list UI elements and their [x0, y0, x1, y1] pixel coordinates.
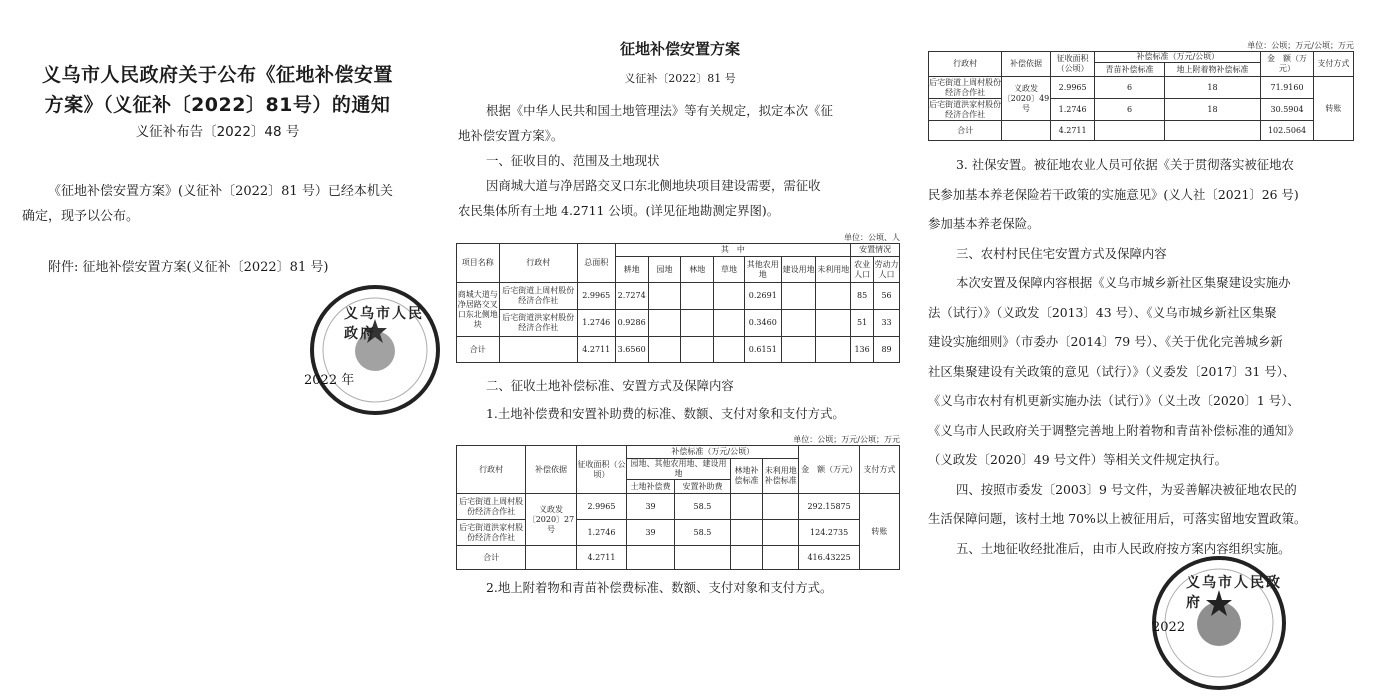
table1-cell: 1.2746 [577, 310, 615, 337]
table1-sub-other: 其他农用地 [744, 257, 781, 283]
table1-cell: 合计 [457, 337, 500, 363]
section5: 五、土地征收经批准后，由市人民政府按方案内容组织实施。 [956, 540, 1291, 556]
table-row [929, 99, 1354, 121]
table3-header-village: 行政村 [929, 52, 1002, 77]
table1-header-of-which: 其 中 [615, 244, 850, 257]
table1-cell: 2.9965 [577, 283, 615, 310]
table2-header-basis: 补偿依据 [526, 446, 577, 494]
table-row [929, 77, 1354, 99]
table2-header-resettle: 安置补助费 [675, 480, 731, 494]
table1-cell: 33 [874, 310, 900, 337]
plan-intro [458, 98, 908, 223]
table3-header-std: 补偿标准（万元/公顷） [1095, 52, 1261, 63]
table1-project-name: 商城大道与净居路交叉口东北侧地块 [457, 283, 500, 337]
notice-attachment: 附件: 征地补偿安置方案(义征补〔2022〕81 号) [48, 260, 329, 275]
plan-intro-line1: 根据《中华人民共和国土地管理法》等有关规定，拟定本次《征 [486, 103, 833, 118]
section2-item2: 2.地上附着物和青苗补偿费标准、数额、支付对象和支付方式。 [486, 580, 833, 595]
table1-cell: 4.2711 [577, 337, 615, 363]
table3-header-basis: 补偿依据 [1002, 52, 1051, 77]
table2-header-area: 征收面积（公顷） [576, 446, 626, 494]
table2-cell [730, 546, 762, 570]
table3-header-attach: 地上附着物补偿标准 [1164, 63, 1261, 77]
table-row [457, 310, 900, 337]
table3-header-crop: 青苗补偿标准 [1095, 63, 1164, 77]
table2-cell: 58.5 [675, 520, 731, 546]
table3-pay: 转账 [1313, 77, 1353, 141]
table1-cell [781, 283, 816, 310]
seal-text-right: 义乌市人民政府 [1186, 575, 1282, 611]
table2-cell: 292.15875 [799, 494, 860, 520]
table1-cell [681, 337, 714, 363]
table2-cell: 416.43225 [799, 546, 860, 570]
section3-line4: 社区集聚建设有关政策的意见（试行）》（义委发〔2017〕31 号）、 [928, 363, 1296, 379]
table1-header-resettle: 安置情况 [851, 244, 900, 257]
table2-cell [675, 546, 731, 570]
table3-cell [1164, 121, 1261, 141]
table1-cell: 51 [851, 310, 874, 337]
table1-cell [499, 337, 577, 363]
right-page-body [928, 150, 1368, 563]
section4-line1: 四、按照市委发〔2003〕9 号文件，为妥善解决被征地农民的 [956, 481, 1297, 497]
table2-cell [763, 520, 799, 546]
table1-cell: 136 [851, 337, 874, 363]
table1-cell [648, 337, 681, 363]
table1-cell [648, 283, 681, 310]
table1-sub-unused: 未利用地 [816, 257, 851, 283]
table2-header-pay: 支付方式 [859, 446, 899, 494]
plan-doc-number: 义征补〔2022〕81 号 [624, 72, 736, 85]
table3-cell: 6 [1095, 99, 1164, 121]
table1-sub-garden: 园地 [648, 257, 681, 283]
section3-line3: 建设实施细则》（市委办〔2014〕79 号）、《关于优化完善城乡新 [928, 334, 1283, 349]
table2-header-std: 补偿标准（万元/公顷） [627, 446, 799, 459]
attachment-compensation-table [928, 51, 1354, 141]
section3-line5: 《义乌市农村有机更新实施办法（试行）》（义土改〔2020〕1 号）、 [928, 393, 1300, 408]
table3-cell: 合计 [929, 121, 1002, 141]
table2-cell: 后宅街道洪家村股份经济合作社 [457, 520, 526, 546]
table3-cell: 71.9160 [1261, 77, 1314, 99]
table3-cell: 30.5904 [1261, 99, 1314, 121]
section2-heading: 二、征收土地补偿标准、安置方式及保障内容 [486, 378, 734, 393]
table2-cell [526, 546, 577, 570]
table1-cell [714, 310, 745, 337]
table1-cell [681, 283, 714, 310]
seal-date-left: 2022 年 [304, 373, 355, 388]
table-row [457, 546, 900, 570]
section3-heading: 三、农村村民住宅安置方式及保障内容 [956, 245, 1167, 261]
notice-doc-number: 义征补布告〔2022〕48 号 [135, 124, 300, 140]
section4-line2: 生活保障问题，该村土地 70%以上被征用后，可落实留地安置政策。 [928, 511, 1307, 526]
notice-body-line2: 确定，现予以公布。 [22, 209, 140, 224]
table2-basis: 义政发〔2020〕27号 [526, 494, 577, 546]
table3-unit: 单位：公顷；万元/公顷；万元 [1247, 41, 1354, 50]
table1-sub-grass: 草地 [714, 257, 745, 283]
section1-heading: 一、征收目的、范围及土地现状 [486, 153, 660, 168]
notice-title-line1: 义乌市人民政府关于公布《征地补偿安置 [41, 64, 393, 86]
table1-cell [648, 310, 681, 337]
notice-title [20, 60, 415, 120]
official-seal-right [1152, 556, 1286, 690]
table3-cell [1002, 121, 1051, 141]
seal-text-left: 义乌市人民政府 [344, 306, 424, 342]
table-row [457, 520, 900, 546]
section3-line2: 法（试行）》（义政发〔2013〕43 号）、《义乌市城乡新社区集聚 [928, 304, 1277, 320]
table1-cell: 3.6560 [615, 337, 648, 363]
table1-cell: 后宅街道洪家村股份经济合作社 [499, 310, 577, 337]
official-seal-left [304, 285, 440, 415]
table1-cell [816, 337, 851, 363]
table2-pay: 转账 [859, 494, 899, 570]
table1-sub-construction: 建设用地 [781, 257, 816, 283]
table3-cell: 后宅街道上周村股份经济合作社 [929, 77, 1002, 97]
table1-cell [714, 337, 745, 363]
table1-cell [681, 310, 714, 337]
section3-line6: 《义乌市人民政府关于调整完善地上附着物和青苗补偿标准的通知》 [928, 422, 1300, 438]
table3-header-amount: 金 额（万元） [1261, 52, 1314, 77]
table1-cell [781, 310, 816, 337]
table1-cell: 0.9286 [615, 310, 648, 337]
table1-cell [714, 283, 745, 310]
section1-line2: 农民集体所有土地 4.2711 公顷。(详见征地勘测定界图)。 [458, 203, 780, 218]
table1-sub-forest: 林地 [681, 257, 714, 283]
table1-cell: 89 [874, 337, 900, 363]
notice-body-line1: 《征地补偿安置方案》(义征补〔2022〕81 号）已经本机关 [48, 184, 393, 199]
table1-sub-pop: 农业人口 [851, 257, 874, 283]
item3-line2: 民参加基本养老保险若干政策的实施意见》(义人社〔2021〕26 号) [928, 186, 1299, 202]
table-row [457, 494, 900, 520]
table1-cell: 0.2691 [744, 283, 781, 310]
table2-header-group: 园地、其他农用地、建设用地 [627, 459, 731, 480]
table1-cell: 85 [851, 283, 874, 310]
seal-date-right: 2022 [1152, 620, 1186, 635]
table2-cell [763, 546, 799, 570]
table2-cell [627, 546, 675, 570]
table-row [457, 283, 900, 310]
table2-cell: 39 [627, 520, 675, 546]
table2-cell: 58.5 [675, 494, 731, 520]
table2-cell [730, 494, 762, 520]
table3-cell: 4.2711 [1050, 121, 1095, 141]
section2-block [458, 373, 908, 426]
table3-cell: 1.2746 [1050, 99, 1095, 121]
table3-header-area: 征收面积（公顷） [1050, 52, 1095, 77]
section1-line1: 因商城大道与净居路交叉口东北侧地块项目建设需要，需征收 [486, 178, 821, 193]
table1-cell: 2.7274 [615, 283, 648, 310]
table1-header-total: 总面积 [577, 244, 615, 283]
table2-cell [730, 520, 762, 546]
table-row [929, 121, 1354, 141]
table2-cell: 后宅街道上周村股份经济合作社 [457, 494, 526, 520]
table1-unit: 单位：公顷、人 [844, 233, 900, 242]
table2-header-forest: 林地补偿标准 [730, 459, 762, 494]
table2-cell: 2.9965 [576, 494, 626, 520]
table1-cell: 后宅街道上周村股份经济合作社 [499, 283, 577, 310]
table3-cell: 6 [1095, 77, 1164, 99]
table2-cell: 124.2735 [799, 520, 860, 546]
table1-sub-farmland: 耕地 [615, 257, 648, 283]
table2-unit: 单位：公顷；万元/公顷；万元 [793, 435, 900, 444]
table3-basis: 义政发〔2020〕49号 [1002, 77, 1051, 121]
table3-header-pay: 支付方式 [1313, 52, 1353, 77]
table1-cell: 56 [874, 283, 900, 310]
section2-item1: 1.土地补偿费和安置补助费的标准、数额、支付对象和支付方式。 [486, 406, 845, 421]
table1-cell: 0.6151 [744, 337, 781, 363]
table2-cell: 1.2746 [576, 520, 626, 546]
table1-cell [816, 310, 851, 337]
land-compensation-table [456, 445, 900, 570]
table2-cell: 4.2711 [576, 546, 626, 570]
table3-cell: 2.9965 [1050, 77, 1095, 99]
table3-cell: 18 [1164, 77, 1261, 99]
notice-title-line2: 方案》（义征补〔2022〕81号）的通知 [44, 94, 391, 116]
plan-title: 征地补偿安置方案 [619, 40, 740, 58]
table1-cell [781, 337, 816, 363]
table1-cell: 0.3460 [744, 310, 781, 337]
item3-line1: 3. 社保安置。被征地农业人员可依据《关于贯彻落实被征地农 [956, 157, 1294, 172]
table1-cell [816, 283, 851, 310]
land-status-table [456, 243, 900, 363]
table2-header-amount: 金 额（万元） [799, 446, 860, 494]
table1-header-project: 项目名称 [457, 244, 500, 283]
plan-intro-line2: 地补偿安置方案》。 [458, 128, 564, 143]
item3-line3: 参加基本养老保险。 [928, 216, 1040, 231]
table2-header-land: 土地补偿费 [627, 480, 675, 494]
table1-sub-labor: 劳动力人口 [874, 257, 900, 283]
table2-cell [763, 494, 799, 520]
table2-header-village: 行政村 [457, 446, 526, 494]
table3-cell: 后宅街道洪家村股份经济合作社 [929, 99, 1002, 119]
table2-cell: 39 [627, 494, 675, 520]
table3-cell: 18 [1164, 99, 1261, 121]
table2-cell: 合计 [457, 546, 526, 570]
section3-line1: 本次安置及保障内容根据《义乌市城乡新社区集聚建设实施办 [956, 275, 1291, 290]
table1-header-village: 行政村 [499, 244, 577, 283]
table-row [457, 337, 900, 363]
table2-header-unused: 未利用地补偿标准 [763, 459, 799, 494]
table3-cell: 102.5064 [1261, 121, 1314, 141]
section3-line7: （义政发〔2020〕49 号文件）等相关文件规定执行。 [928, 452, 1228, 467]
table3-cell [1095, 121, 1164, 141]
